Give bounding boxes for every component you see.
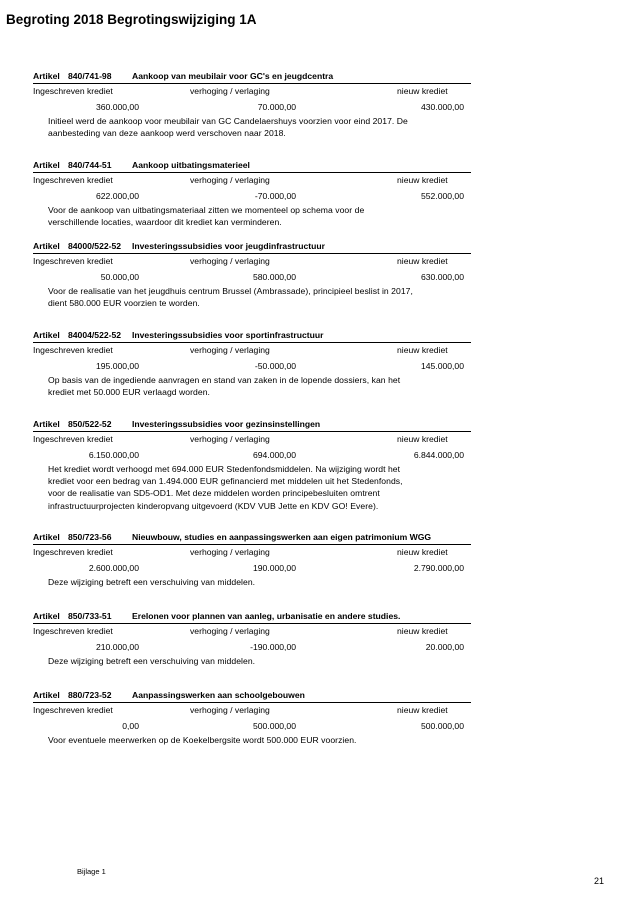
description-line: Voor de aankoop van uitbatingsmateriaal zitten we momenteel op schema voor de: [48, 205, 365, 215]
description-line: verschillende locaties, waardoor dit krediet kan verminderen.: [48, 217, 282, 228]
description-line: Op basis van de ingediende aanvragen en stand van zaken in de lopende dossiers, kan het: [48, 375, 401, 385]
description-line: Voor eventuele meerwerken op de Koekelbergsite wordt 500.000 EUR voorzien.: [48, 735, 357, 745]
label-ingeschreven: Ingeschreven krediet: [33, 626, 113, 636]
amounts-row: [33, 269, 471, 285]
article-title: Aanpassingswerken aan schoolgebouwen: [132, 690, 305, 700]
article-title: Aankoop van meubilair voor GC's en jeugdcentra: [132, 71, 334, 81]
article-label: Artikel: [33, 241, 60, 251]
article-description: [48, 655, 478, 667]
description-line: Voor de realisatie van het jeugdhuis centrum Brussel (Ambrassade), principieel beslist in 2017,: [48, 286, 413, 296]
article-label: Artikel: [33, 160, 60, 170]
article-header: [33, 70, 471, 84]
value-ingeschreven: 2.600.000,00: [88, 563, 139, 573]
description-line: krediet met 50.000 EUR verlaagd worden.: [48, 387, 210, 398]
label-verhoging: verhoging / verlaging: [190, 626, 270, 636]
article-block: [33, 610, 471, 667]
article-number: 84004/522-52: [68, 330, 122, 340]
article-description: [48, 115, 478, 139]
description-line: dient 580.000 EUR voorzien te worden.: [48, 298, 200, 309]
column-labels: [33, 624, 471, 639]
amounts-row: [33, 99, 471, 115]
article-description: [48, 576, 478, 588]
label-ingeschreven: Ingeschreven krediet: [33, 434, 113, 444]
value-ingeschreven: 210.000,00: [95, 642, 139, 652]
amounts-row: [33, 718, 471, 734]
label-nieuw: nieuw krediet: [397, 345, 448, 355]
article-block: [33, 240, 471, 309]
article-number: 850/723-56: [68, 532, 112, 542]
article-number: 850/733-51: [68, 611, 112, 621]
value-verhoging: -70.000,00: [254, 191, 296, 201]
label-verhoging: verhoging / verlaging: [190, 175, 270, 185]
article-description: [48, 285, 478, 309]
article-description: [48, 204, 478, 228]
column-labels: [33, 173, 471, 188]
label-verhoging: verhoging / verlaging: [190, 434, 270, 444]
article-title: Aankoop uitbatingsmaterieel: [132, 160, 250, 170]
article-block: [33, 70, 471, 139]
label-ingeschreven: Ingeschreven krediet: [33, 86, 113, 96]
label-ingeschreven: Ingeschreven krediet: [33, 256, 113, 266]
page-title: Begroting 2018 Begrotingswijziging 1A: [6, 12, 257, 27]
description-line: Deze wijziging betreft een verschuiving van middelen.: [48, 656, 256, 666]
value-verhoging: 580.000,00: [252, 272, 296, 282]
article-label: Artikel: [33, 532, 60, 542]
value-nieuw: 6.844.000,00: [413, 450, 464, 460]
article-block: [33, 531, 471, 588]
article-number: 84000/522-52: [68, 241, 122, 251]
article-title: Investeringssubsidies voor sportinfrastructuur: [132, 330, 324, 340]
amounts-row: [33, 560, 471, 576]
article-header: [33, 329, 471, 343]
article-header: [33, 610, 471, 624]
article-title: Investeringssubsidies voor gezinsinstellingen: [132, 419, 321, 429]
article-header: [33, 689, 471, 703]
article-label: Artikel: [33, 611, 60, 621]
article-label: Artikel: [33, 71, 60, 81]
value-nieuw: 552.000,00: [420, 191, 464, 201]
value-ingeschreven: 50.000,00: [100, 272, 139, 282]
article-description: [48, 463, 478, 512]
column-labels: [33, 703, 471, 718]
article-header: [33, 531, 471, 545]
article-header: [33, 159, 471, 173]
label-nieuw: nieuw krediet: [397, 86, 448, 96]
article-block: [33, 689, 471, 746]
article-number: 850/522-52: [68, 419, 112, 429]
value-verhoging: 190.000,00: [252, 563, 296, 573]
label-verhoging: verhoging / verlaging: [190, 547, 270, 557]
label-verhoging: verhoging / verlaging: [190, 256, 270, 266]
label-nieuw: nieuw krediet: [397, 175, 448, 185]
value-verhoging: -190.000,00: [250, 642, 296, 652]
label-nieuw: nieuw krediet: [397, 547, 448, 557]
footer-label: Bijlage 1: [77, 867, 106, 876]
description-line: infrastructuurprojecten kinderopvang uitgevoerd (KDV VUB Jette en KDV GO! Evere).: [48, 500, 379, 511]
article-number: 880/723-52: [68, 690, 112, 700]
article-label: Artikel: [33, 419, 60, 429]
amounts-row: [33, 447, 471, 463]
column-labels: [33, 254, 471, 269]
article-title: Investeringssubsidies voor jeugdinfrastructuur: [132, 241, 325, 251]
article-number: 840/744-51: [68, 160, 112, 170]
description-line: aanbesteding van deze aankoop werd verschoven naar 2018.: [48, 128, 286, 139]
article-title: Erelonen voor plannen van aanleg, urbanisatie en andere studies.: [132, 611, 401, 621]
label-ingeschreven: Ingeschreven krediet: [33, 345, 113, 355]
column-labels: [33, 432, 471, 447]
article-description: [48, 374, 478, 398]
article-description: [48, 734, 478, 746]
label-verhoging: verhoging / verlaging: [190, 86, 270, 96]
description-line: Het krediet wordt verhoogd met 694.000 EUR Stedenfondsmiddelen. Na wijziging wordt het: [48, 464, 401, 474]
label-nieuw: nieuw krediet: [397, 256, 448, 266]
value-ingeschreven: 360.000,00: [95, 102, 139, 112]
label-nieuw: nieuw krediet: [397, 626, 448, 636]
description-line: krediet voor een bedrag van 1.494.000 EUR gefinancierd met middelen uit het Stedenfonds,: [48, 476, 403, 487]
label-verhoging: verhoging / verlaging: [190, 345, 270, 355]
value-nieuw: 500.000,00: [420, 721, 464, 731]
column-labels: [33, 343, 471, 358]
value-ingeschreven: 6.150.000,00: [88, 450, 139, 460]
label-ingeschreven: Ingeschreven krediet: [33, 547, 113, 557]
page-number: 21: [594, 876, 605, 886]
label-ingeschreven: Ingeschreven krediet: [33, 705, 113, 715]
amounts-row: [33, 358, 471, 374]
article-block: [33, 329, 471, 398]
amounts-row: [33, 188, 471, 204]
value-nieuw: 145.000,00: [420, 361, 464, 371]
column-labels: [33, 84, 471, 99]
value-verhoging: 694.000,00: [252, 450, 296, 460]
value-ingeschreven: 195.000,00: [95, 361, 139, 371]
article-title: Nieuwbouw, studies en aanpassingswerken aan eigen patrimonium WGG: [132, 532, 432, 542]
value-verhoging: 70.000,00: [257, 102, 296, 112]
label-verhoging: verhoging / verlaging: [190, 705, 270, 715]
amounts-row: [33, 639, 471, 655]
value-nieuw: 630.000,00: [420, 272, 464, 282]
value-nieuw: 2.790.000,00: [413, 563, 464, 573]
value-ingeschreven: 0,00: [122, 721, 139, 731]
description-line: Deze wijziging betreft een verschuiving van middelen.: [48, 577, 256, 587]
article-header: [33, 240, 471, 254]
value-verhoging: 500.000,00: [252, 721, 296, 731]
article-label: Artikel: [33, 690, 60, 700]
article-block: [33, 159, 471, 228]
value-nieuw: 20.000,00: [425, 642, 464, 652]
description-line: Initieel werd de aankoop voor meubilair van GC Candelaershuys voorzien voor eind 2017. De: [48, 116, 408, 126]
article-header: [33, 418, 471, 432]
article-number: 840/741-98: [68, 71, 112, 81]
article-label: Artikel: [33, 330, 60, 340]
value-nieuw: 430.000,00: [420, 102, 464, 112]
label-ingeschreven: Ingeschreven krediet: [33, 175, 113, 185]
value-ingeschreven: 622.000,00: [95, 191, 139, 201]
description-line: voor de realisatie van SD5-OD1. Met deze middelen worden principebesluiten omtrent: [48, 488, 380, 499]
value-verhoging: -50.000,00: [254, 361, 296, 371]
label-nieuw: nieuw krediet: [397, 434, 448, 444]
article-block: [33, 418, 471, 512]
column-labels: [33, 545, 471, 560]
label-nieuw: nieuw krediet: [397, 705, 448, 715]
